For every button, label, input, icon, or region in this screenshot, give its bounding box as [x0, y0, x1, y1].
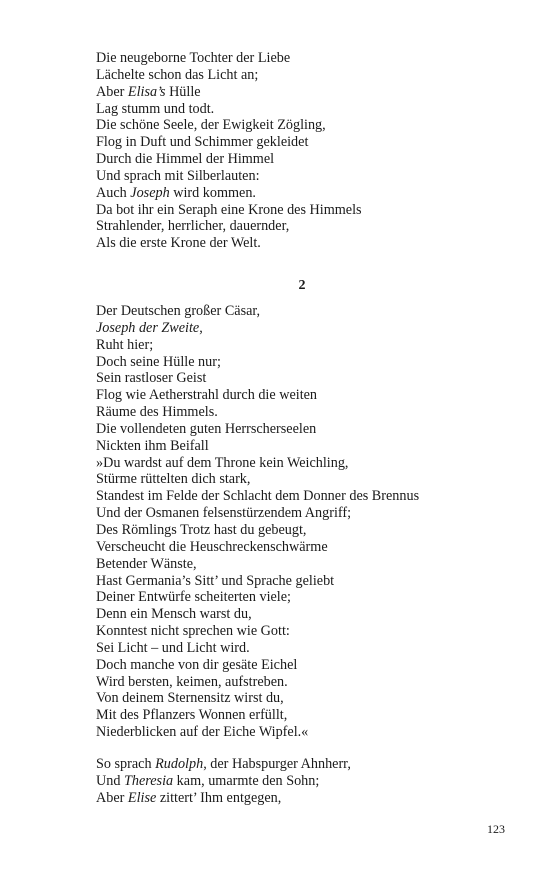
verse-emphasis: Joseph der Zweite [96, 319, 200, 336]
section-heading [0, 277, 550, 294]
verse-text: zittert’ Ihm entgegen, [156, 789, 282, 806]
verse-line [96, 185, 362, 202]
verse-text: Niederblicken auf der Eiche Wipfel.« [96, 724, 309, 741]
verse-text: »Du wardst auf dem Throne kein Weichling, [96, 454, 349, 471]
verse-text: Deiner Entwürfe scheiterten viele; [96, 589, 291, 606]
verse-text: Aber [96, 789, 128, 806]
verse-text: Doch seine Hülle nur; [96, 353, 221, 370]
verse-text: Die neugeborne Tochter der Liebe [96, 50, 291, 66]
verse-line [96, 471, 419, 488]
verse-text: Auch [96, 184, 131, 201]
verse-emphasis: Elise [127, 789, 157, 806]
verse-text: Und der Osmanen felsenstürzendem Angriff; [96, 505, 352, 522]
verse-text: Durch die Himmel der Himmel [96, 151, 275, 168]
verse-text: Betender Wänste, [96, 555, 197, 572]
verse-line [96, 606, 419, 623]
verse-text: Strahlender, herrlicher, dauernder, [96, 218, 290, 235]
verse-line [96, 674, 419, 691]
verse-text: Als die erste Krone der Welt. [96, 235, 261, 252]
verse-line [96, 573, 419, 590]
verse-text: Die schöne Seele, der Ewigkeit Zögling, [96, 117, 326, 134]
verse-text: Doch manche von dir gesäte Eichel [96, 656, 298, 673]
verse-text: Stürme rüttelten dich stark, [96, 471, 251, 488]
verse-line [96, 168, 362, 185]
verse-text: Mit des Pflanzers Wonnen erfüllt, [96, 707, 288, 724]
verse-line [96, 539, 419, 556]
page-number: 123 [487, 822, 505, 836]
verse-line [96, 320, 419, 337]
verse-line [96, 421, 419, 438]
verse-line [96, 354, 419, 371]
verse-line [96, 387, 419, 404]
verse-line [96, 773, 351, 790]
verse-line [96, 724, 419, 741]
verse-line [96, 202, 362, 219]
verse-line [96, 556, 419, 573]
verse-text: Nickten ihm Beifall [96, 437, 209, 454]
verse-line [96, 707, 419, 724]
verse-text: wird kommen. [169, 184, 256, 201]
verse-text: Flog in Duft und Schimmer gekleidet [96, 134, 309, 151]
verse-text: Ruht hier; [96, 336, 154, 353]
verse-text: Konntest nicht sprechen wie Gott: [96, 623, 290, 640]
verse-text: So sprach [96, 756, 156, 772]
verse-line [96, 522, 419, 539]
verse-text: Räume des Himmels. [96, 404, 218, 421]
verse-line [96, 67, 362, 84]
verse-line [96, 488, 419, 505]
verse-text: Sei Licht – und Licht wird. [96, 639, 250, 656]
verse-text: kam, umarmte den Sohn; [173, 772, 320, 789]
verse-text: Lag stumm und todt. [96, 100, 215, 117]
verse-text: Lächelte schon das Licht an; [96, 66, 259, 83]
verse-line [96, 337, 419, 354]
verse-text: Wird bersten, keimen, aufstreben. [96, 673, 288, 690]
section-number: 2 [298, 278, 306, 293]
verse-line [96, 303, 419, 320]
verse-text: Flog wie Aetherstrahl durch die weiten [96, 387, 318, 404]
verse-line [96, 640, 419, 657]
verse-line [96, 455, 419, 472]
verse-text: Denn ein Mensch warst du, [96, 606, 252, 623]
verse-text: Und [96, 772, 124, 789]
verse-emphasis: Theresia [123, 772, 174, 789]
verse-emphasis: Joseph [130, 184, 170, 201]
verse-line [96, 589, 419, 606]
stanza-1 [96, 50, 362, 252]
verse-line [96, 218, 362, 235]
verse-line [96, 505, 419, 522]
stanza-2 [96, 303, 419, 741]
verse-line [96, 134, 362, 151]
verse-text: Verscheucht die Heuschreckenschwärme [96, 538, 328, 555]
verse-text: , der Habspurger Ahnherr, [203, 756, 351, 772]
verse-line [96, 623, 419, 640]
stanza-3 [96, 756, 351, 807]
verse-text: Des Römlings Trotz hast du gebeugt, [96, 521, 307, 538]
verse-emphasis: Elisa’s [127, 83, 166, 100]
verse-line [96, 117, 362, 134]
verse-line [96, 151, 362, 168]
verse-line [96, 404, 419, 421]
verse-line [96, 370, 419, 387]
verse-text: Aber [96, 83, 128, 100]
verse-text: Da bot ihr ein Seraph eine Krone des Himmels [96, 201, 362, 218]
verse-line [96, 235, 362, 252]
verse-line [96, 790, 351, 807]
verse-text: Hast Germania’s Sitt’ und Sprache geliebt [96, 572, 335, 589]
verse-text: Von deinem Sternensitz wirst du, [96, 690, 284, 707]
verse-emphasis: Rudolph [155, 756, 204, 772]
verse-text: Und sprach mit Silberlauten: [96, 167, 260, 184]
verse-text: , [199, 319, 203, 336]
verse-line [96, 84, 362, 101]
verse-text: Sein rastloser Geist [96, 370, 207, 387]
verse-line [96, 690, 419, 707]
verse-line [96, 438, 419, 455]
verse-line [96, 657, 419, 674]
verse-text: Die vollendeten guten Herrscherseelen [96, 420, 317, 437]
verse-line [96, 50, 362, 67]
verse-text: Der Deutschen großer Cäsar, [96, 303, 261, 319]
verse-line [96, 756, 351, 773]
verse-line [96, 101, 362, 118]
verse-text: Standest im Felde der Schlacht dem Donner des Brennus [96, 488, 420, 505]
verse-text: Hülle [165, 83, 201, 100]
